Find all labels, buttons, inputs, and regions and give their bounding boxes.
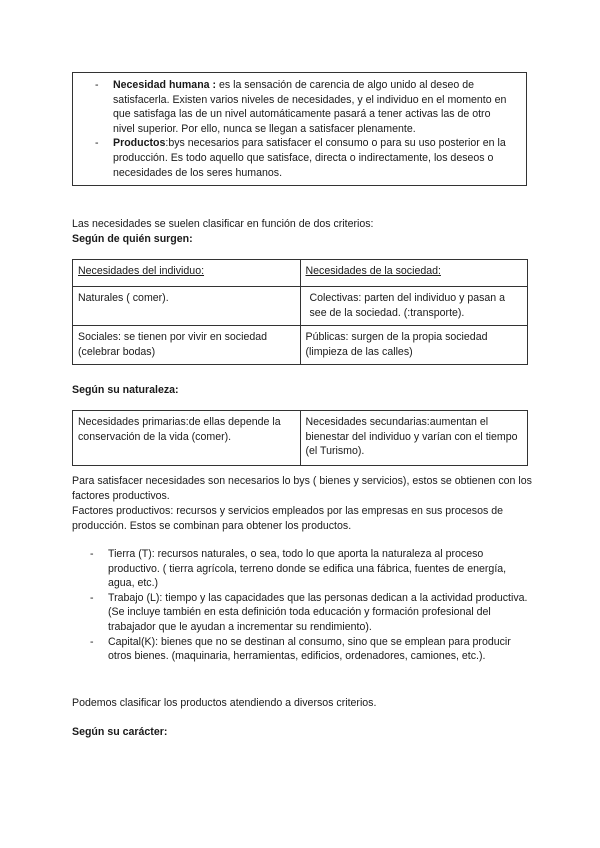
heading-naturaleza: Según su naturaleza: — [72, 384, 179, 396]
table-cell: Públicas: surgen de la propia sociedad (limpieza de las calles) — [300, 326, 528, 365]
table-header-cell: Necesidades de la sociedad: — [300, 260, 528, 287]
factors-list — [72, 547, 532, 664]
bullet-dash: - — [95, 137, 99, 150]
table-row — [73, 260, 528, 287]
paragraph-factores: Factores productivos: recursos y servicios empleados por las empresas en sus procesos de producción. Estos se combinan para obtener los productos. — [72, 505, 504, 532]
table-cell: Necesidades secundarias:aumentan el bienestar del individuo y varían con el tiempo (el Turismo). — [300, 411, 528, 466]
definition-term: Productos — [113, 137, 166, 150]
definition-item — [73, 78, 526, 136]
table-header-cell: Necesidades del individuo: — [73, 260, 301, 287]
factor-item-trabajo: - Trabajo (L): tiempo y las capacidades que las personas dedican a la actividad productiva. (Se incluye también en esta definición toda educación y formación profesional del trabajador que le ayudan a incrementar su rendimiento). — [90, 591, 528, 633]
definitions-box — [72, 72, 527, 186]
table-cell: Colectivas: parten del individuo y pasan a see de la sociedad. (:transporte). — [300, 287, 528, 326]
table-quien-surgen — [72, 259, 528, 365]
paragraph-clasificar: Podemos clasificar los productos atendiendo a diversos criterios. — [72, 697, 377, 709]
table-cell: Naturales ( comer). — [73, 287, 301, 326]
definitions-list — [73, 78, 526, 180]
bullet-dash: - — [90, 548, 94, 560]
heading-caracter: Según su carácter: — [72, 726, 168, 738]
factor-item-capital: - Capital(K): bienes que no se destinan al consumo, sino que se emplean para producir otros bienes. (maquinaria, herramientas, edificios, ordenadores, camiones, etc.). — [90, 635, 511, 663]
bullet-dash: - — [90, 635, 94, 648]
table-cell: Sociales: se tienen por vivir en sociedad (celebrar bodas) — [73, 326, 301, 365]
definition-text: es la sensación de carencia de algo unido al deseo de satisfacerla. Existen varios niveles de necesidades, y el individuo en el momento en que satisfaga las de un nivel automáticamente pasará a tener activas las de otro nivel superior. Por ello, nunca se llegan a satisfacer plenamente. — [113, 79, 507, 135]
table-row — [73, 326, 528, 365]
table-cell: Necesidades primarias:de ellas depende la conservación de la vida (comer). — [73, 411, 301, 466]
bullet-dash: - — [95, 79, 99, 91]
paragraph-bys: Para satisfacer necesidades son necesarios lo bys ( bienes y servicios), estos se obtienen con los factores productivos. — [72, 475, 532, 502]
table-row — [73, 411, 528, 466]
factor-item-tierra: - Tierra (T): recursos naturales, o sea, todo lo que aporta la naturaleza al proceso productivo. ( tierra agrícola, terreno donde se edifica una fábrica, fuentes de energía, agua, etc.) — [90, 548, 507, 590]
intro-text: Las necesidades se suelen clasificar en función de dos criterios: — [72, 218, 374, 230]
bullet-dash: - — [90, 591, 94, 604]
heading-quien-surgen: Según de quién surgen: — [72, 233, 193, 245]
definition-term: Necesidad humana : — [113, 79, 217, 91]
definition-item — [73, 136, 526, 180]
definition-text: :bys necesarios para satisfacer el consumo o para su uso posterior en la producción. Es todo aquello que satisface, directa o indirectamente, los deseos o necesidades de los seres humanos. — [113, 137, 506, 179]
table-row — [73, 287, 528, 326]
table-naturaleza — [72, 410, 528, 466]
